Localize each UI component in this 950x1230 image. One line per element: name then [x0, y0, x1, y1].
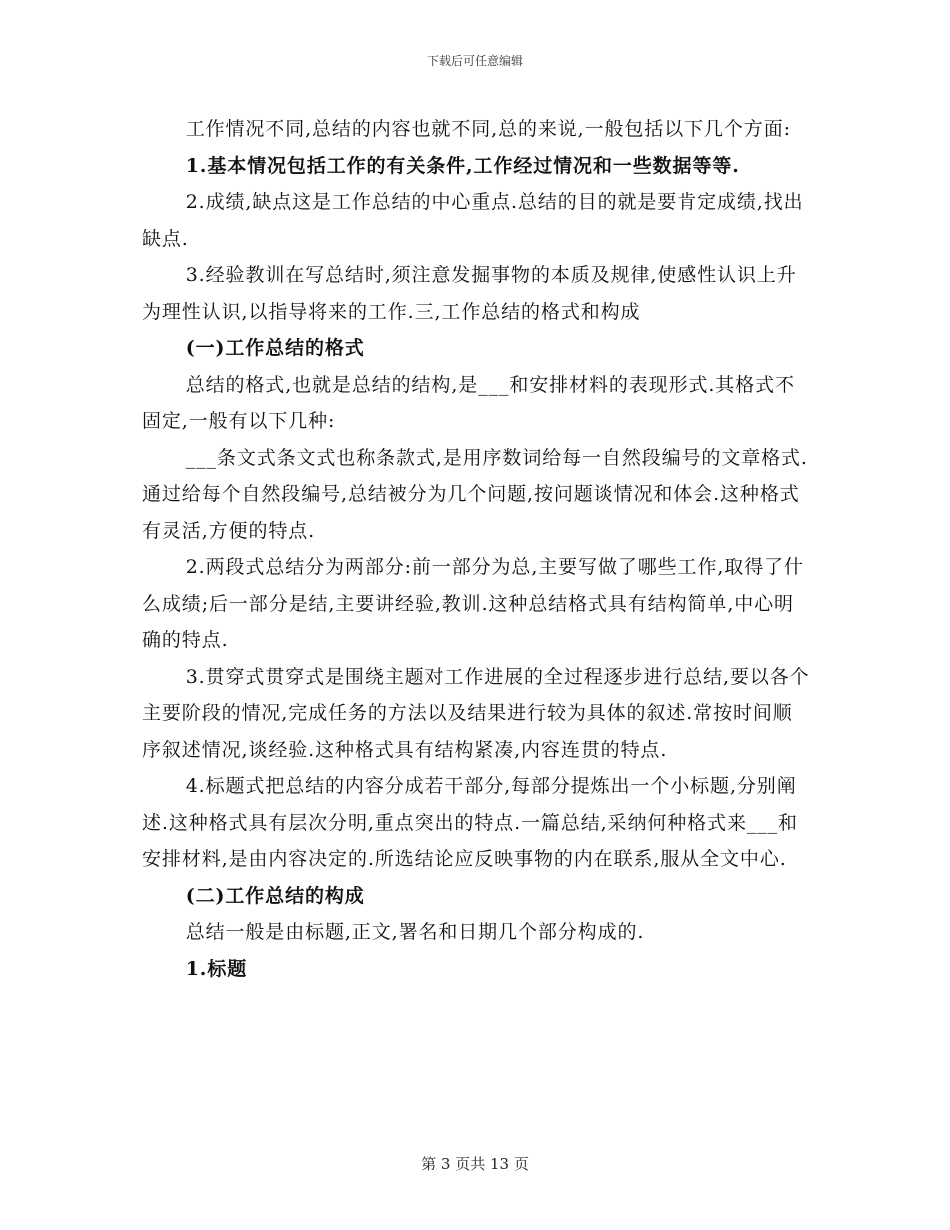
subheading-title: 1.标题: [185, 957, 248, 980]
paragraph-intro: 工作情况不同,总结的内容也就不同,总的来说,一般包括以下几个方面:: [185, 118, 791, 140]
paragraph-two-part-style: 2.两段式总结分为两部分:前一部分为总,主要写做了哪些工作,取得了什么成绩;后一部分是结,主要讲经验,教训.这种总结格式具有结构简单,中心明确的特点.: [142, 556, 804, 651]
paragraph-lessons: 3.经验教训在写总结时,须注意发掘事物的本质及规律,使感性认识上升为理性认识,以指导将来的工作.三,工作总结的格式和构成: [142, 264, 797, 323]
section-heading-structure: (二)工作总结的构成: [185, 884, 365, 907]
page-header: 下载后可任意编辑: [426, 54, 523, 68]
paragraph-article-style: ___条文式条文式也称条款式,是用序数词给每一自然段编号的文章格式.通过给每个自然段编号,总结被分为几个问题,按问题谈情况和体会.这种格式有灵活,方便的特点.: [142, 446, 808, 542]
paragraph-through-style: 3.贯穿式贯穿式是围绕主题对工作进展的全过程逐步进行总结,要以各个主要阶段的情况,完成任务的方法以及结果进行较为具体的叙述.常按时间顺序叙述情况,谈经验.这种格式具有结构紧凑,内容连贯的特点.: [142, 665, 810, 761]
page-footer: 第 3 页共 13 页: [421, 1155, 529, 1173]
paragraph-achievements: 2.成绩,缺点这是工作总结的中心重点.总结的目的就是要肯定成绩,找出缺点.: [142, 191, 804, 250]
paragraph-structure-intro: 总结一般是由标题,正文,署名和日期几个部分构成的.: [185, 921, 645, 943]
paragraph-basic-situation: 1.基本情况包括工作的有关条件,工作经过情况和一些数据等等.: [185, 154, 740, 177]
section-heading-format: (一)工作总结的格式: [185, 337, 365, 359]
paragraph-format-intro: 总结的格式,也就是总结的结构,是___和安排材料的表现形式.其格式不固定,一般有以下几种:: [142, 373, 795, 432]
document-body: [142, 111, 810, 987]
paragraph-heading-style: 4.标题式把总结的内容分成若干部分,每部分提炼出一个小标题,分别阐述.这种格式具有层次分明,重点突出的特点.一篇总结,采纳何种格式来___和安排材料,是由内容决定的.所选结论应反映事物的内在联系,服从全文中心.: [142, 775, 798, 870]
